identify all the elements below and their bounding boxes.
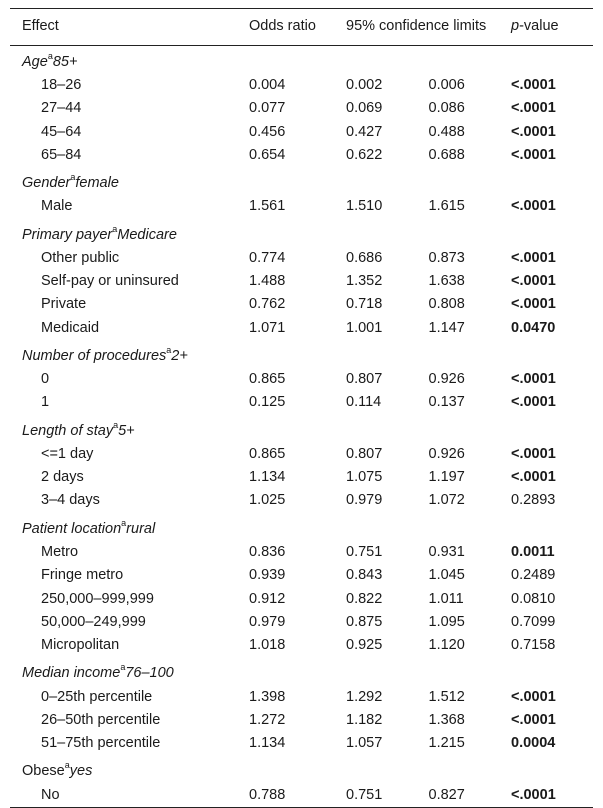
- upper-limit-value: 1.615: [428, 198, 465, 215]
- reference-category: 5+: [118, 422, 135, 439]
- p-value: <.0001: [511, 100, 556, 117]
- group-header-row: [10, 46, 593, 75]
- effect-label: 45–64: [41, 123, 82, 140]
- lower-limit-value: 0.822: [346, 590, 383, 607]
- p-value: <.0001: [511, 273, 556, 290]
- p-value: 0.0470: [511, 319, 556, 336]
- table-row: [10, 541, 593, 564]
- header-confidence-limits: 95% confidence limits: [346, 18, 487, 35]
- reference-category: 76–100: [125, 665, 174, 682]
- p-value: <.0001: [511, 123, 556, 140]
- group-name: Median income: [22, 665, 121, 682]
- lower-limit-value: 0.751: [346, 543, 383, 560]
- group-header: [10, 755, 593, 783]
- group-header: [10, 513, 593, 541]
- table-row: [10, 121, 593, 144]
- lower-limit-value: 1.352: [346, 273, 383, 290]
- odds-ratio-value: 0.774: [249, 249, 286, 266]
- table-body: [10, 46, 593, 808]
- table-row: [10, 317, 593, 340]
- table-row: [10, 489, 593, 512]
- upper-limit-value: 0.873: [428, 249, 465, 266]
- effect-label: <=1 day: [41, 445, 94, 462]
- table-row: [10, 634, 593, 657]
- upper-limit-value: 0.926: [428, 445, 465, 462]
- odds-ratio-value: 1.272: [249, 711, 286, 728]
- lower-limit-value: 0.114: [346, 394, 382, 411]
- effect-label: 65–84: [41, 147, 82, 164]
- effect-label: Medicaid: [41, 319, 100, 336]
- p-value: 0.7099: [511, 613, 556, 630]
- table-row: [10, 270, 593, 293]
- lower-limit-value: 0.875: [346, 613, 383, 630]
- header-p-letter: p: [511, 18, 520, 35]
- footnote-marker: a: [121, 517, 127, 528]
- p-value: <.0001: [511, 469, 556, 486]
- effect-label: 27–44: [41, 100, 82, 117]
- table-row: [10, 293, 593, 316]
- p-value: 0.7158: [511, 637, 556, 654]
- effect-label: 1: [41, 394, 50, 411]
- effect-label: Male: [41, 198, 73, 215]
- odds-ratio-value: 0.836: [249, 543, 286, 560]
- p-value: <.0001: [511, 445, 556, 462]
- odds-ratio-value: 0.125: [249, 394, 286, 411]
- p-value: <.0001: [511, 77, 556, 94]
- upper-limit-value: 0.688: [428, 147, 465, 164]
- odds-ratio-value: 1.134: [249, 469, 286, 486]
- upper-limit-value: 1.147: [428, 319, 465, 336]
- table-row: [10, 368, 593, 391]
- table-row: [10, 564, 593, 587]
- effect-label: 3–4 days: [41, 492, 100, 509]
- table-row: [10, 443, 593, 466]
- lower-limit-value: 0.807: [346, 445, 383, 462]
- lower-limit-value: 1.075: [346, 469, 383, 486]
- odds-ratio-value: 0.865: [249, 445, 286, 462]
- table-row: [10, 144, 593, 167]
- group-header: [10, 167, 593, 195]
- p-value: 0.0011: [511, 543, 555, 560]
- group-header: [10, 415, 593, 443]
- group-header: [10, 657, 593, 685]
- odds-ratio-value: 1.398: [249, 688, 286, 705]
- odds-ratio-value: 0.865: [249, 371, 286, 388]
- footnote-marker: a: [64, 760, 70, 771]
- effect-label: 50,000–249,999: [41, 613, 146, 630]
- effect-label: 18–26: [41, 77, 82, 94]
- lower-limit-value: 0.751: [346, 786, 383, 803]
- effect-label: Micropolitan: [41, 637, 120, 654]
- lower-limit-value: 0.686: [346, 249, 383, 266]
- lower-limit-value: 0.843: [346, 567, 383, 584]
- p-value: 0.2893: [511, 492, 556, 509]
- reference-category: yes: [69, 763, 93, 780]
- table-row: [10, 709, 593, 732]
- group-header-row: [10, 415, 593, 443]
- table-header-row: [10, 9, 593, 46]
- odds-ratio-value: 0.979: [249, 613, 286, 630]
- lower-limit-value: 0.925: [346, 637, 383, 654]
- header-p-suffix: -value: [519, 18, 559, 35]
- footnote-marker: a: [70, 172, 76, 183]
- odds-ratio-value: 0.077: [249, 100, 286, 117]
- p-value: <.0001: [511, 394, 556, 411]
- lower-limit-value: 1.057: [346, 735, 383, 752]
- upper-limit-value: 0.086: [428, 100, 465, 117]
- lower-limit-value: 1.510: [346, 198, 383, 215]
- p-value: <.0001: [511, 786, 556, 803]
- group-header-row: [10, 657, 593, 685]
- upper-limit-value: 0.808: [428, 296, 465, 313]
- upper-limit-value: 1.197: [428, 469, 465, 486]
- p-value: 0.0810: [511, 590, 556, 607]
- group-name: Length of stay: [22, 422, 114, 439]
- lower-limit-value: 0.002: [346, 77, 383, 94]
- group-name: Obese: [22, 763, 65, 780]
- table-row: [10, 466, 593, 489]
- table-row: [10, 686, 593, 709]
- effect-label: No: [41, 786, 60, 803]
- lower-limit-value: 1.292: [346, 688, 383, 705]
- odds-ratio-value: 1.561: [249, 198, 286, 215]
- p-value: <.0001: [511, 711, 556, 728]
- p-value: <.0001: [511, 688, 556, 705]
- p-value: <.0001: [511, 249, 556, 266]
- p-value: <.0001: [511, 198, 556, 215]
- odds-ratio-value: 1.488: [249, 273, 286, 290]
- header-p-value: [511, 9, 593, 46]
- upper-limit-value: 0.931: [428, 543, 465, 560]
- lower-limit-value: 0.979: [346, 492, 383, 509]
- odds-ratio-value: 0.788: [249, 786, 286, 803]
- odds-ratio-value: 0.654: [249, 147, 286, 164]
- group-header-row: [10, 513, 593, 541]
- upper-limit-value: 0.006: [428, 77, 465, 94]
- table-row: [10, 97, 593, 120]
- group-name: Gender: [22, 175, 71, 192]
- effect-label: 51–75th percentile: [41, 735, 161, 752]
- odds-ratio-value: 1.134: [249, 735, 286, 752]
- effect-label: Other public: [41, 249, 120, 266]
- footnote-marker: a: [113, 419, 119, 430]
- table-row: [10, 611, 593, 634]
- footnote-marker: a: [166, 345, 172, 356]
- upper-limit-value: 1.095: [428, 613, 465, 630]
- group-header-row: [10, 340, 593, 368]
- upper-limit-value: 0.488: [428, 123, 465, 140]
- odds-ratio-value: 0.004: [249, 77, 286, 94]
- odds-ratio-value: 0.456: [249, 123, 286, 140]
- group-name: Patient location: [22, 520, 122, 537]
- header-odds-ratio: Odds ratio: [249, 18, 316, 35]
- lower-limit-value: 0.807: [346, 371, 383, 388]
- upper-limit-value: 1.120: [428, 637, 465, 654]
- odds-ratio-table: [10, 8, 593, 808]
- table-row: [10, 732, 593, 755]
- effect-label: Self-pay or uninsured: [41, 273, 179, 290]
- footnote-marker: a: [112, 223, 118, 234]
- odds-ratio-value: 1.018: [249, 637, 286, 654]
- table-row: [10, 588, 593, 611]
- upper-limit-value: 1.011: [428, 590, 464, 607]
- upper-limit-value: 1.215: [428, 735, 465, 752]
- upper-limit-value: 1.045: [428, 567, 465, 584]
- reference-category: female: [75, 175, 119, 192]
- lower-limit-value: 1.001: [346, 319, 383, 336]
- odds-ratio-value: 0.762: [249, 296, 286, 313]
- lower-limit-value: 0.718: [346, 296, 383, 313]
- p-value: <.0001: [511, 296, 556, 313]
- upper-limit-value: 1.368: [428, 711, 465, 728]
- upper-limit-value: 0.926: [428, 371, 465, 388]
- table-row: [10, 784, 593, 808]
- reference-category: 85+: [52, 53, 78, 70]
- group-name: Number of procedures: [22, 347, 167, 364]
- effect-label: Metro: [41, 543, 79, 560]
- effect-label: 0–25th percentile: [41, 688, 153, 705]
- header-effect: Effect: [22, 18, 59, 35]
- group-header-row: [10, 219, 593, 247]
- effect-label: 2 days: [41, 469, 84, 486]
- group-header: [10, 340, 593, 368]
- lower-limit-value: 0.069: [346, 100, 383, 117]
- footnote-marker: a: [120, 662, 126, 673]
- group-header-row: [10, 755, 593, 783]
- reference-category: Medicare: [117, 226, 177, 243]
- effect-label: Fringe metro: [41, 567, 124, 584]
- lower-limit-value: 0.427: [346, 123, 383, 140]
- effect-label: 26–50th percentile: [41, 711, 161, 728]
- table-row: [10, 195, 593, 218]
- group-header: [10, 46, 593, 75]
- p-value: <.0001: [511, 371, 556, 388]
- effect-label: Private: [41, 296, 87, 313]
- reference-category: 2+: [171, 347, 188, 364]
- lower-limit-value: 0.622: [346, 147, 383, 164]
- table-row: [10, 391, 593, 414]
- p-value: 0.0004: [511, 735, 556, 752]
- upper-limit-value: 1.512: [428, 688, 465, 705]
- reference-category: rural: [126, 520, 156, 537]
- group-name: Age: [22, 53, 48, 70]
- table-row: [10, 74, 593, 97]
- odds-ratio-value: 0.939: [249, 567, 286, 584]
- upper-limit-value: 0.827: [428, 786, 465, 803]
- odds-ratio-value: 1.071: [249, 319, 286, 336]
- p-value: 0.2489: [511, 567, 556, 584]
- group-header: [10, 219, 593, 247]
- upper-limit-value: 1.638: [428, 273, 465, 290]
- group-header-row: [10, 167, 593, 195]
- odds-ratio-table-container: [10, 8, 593, 808]
- p-value: <.0001: [511, 147, 556, 164]
- lower-limit-value: 1.182: [346, 711, 383, 728]
- odds-ratio-value: 1.025: [249, 492, 286, 509]
- group-name: Primary payer: [22, 226, 113, 243]
- effect-label: 0: [41, 371, 50, 388]
- table-row: [10, 247, 593, 270]
- effect-label: 250,000–999,999: [41, 590, 154, 607]
- footnote-marker: a: [47, 51, 53, 61]
- upper-limit-value: 0.137: [428, 394, 465, 411]
- upper-limit-value: 1.072: [428, 492, 465, 509]
- odds-ratio-value: 0.912: [249, 590, 286, 607]
